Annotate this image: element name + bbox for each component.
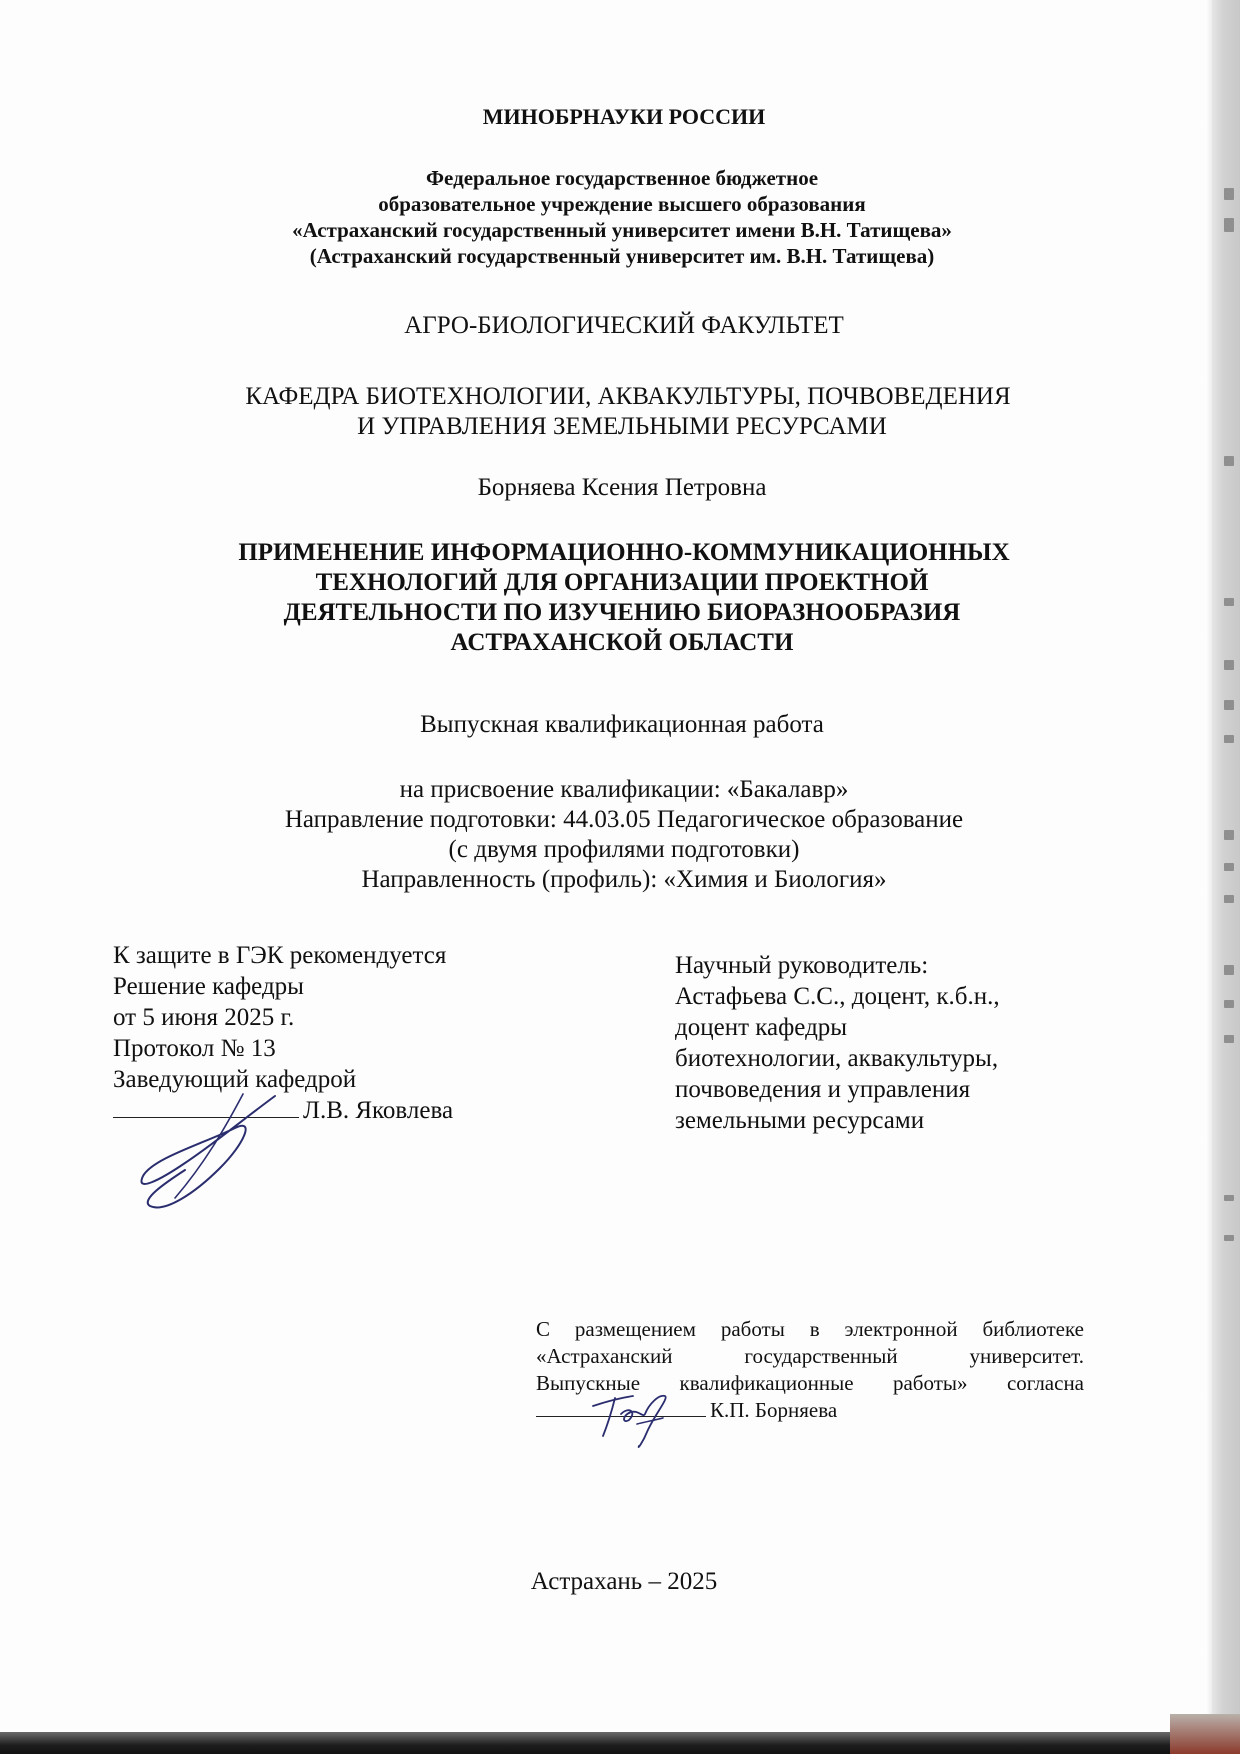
supervisor-line: почвоведения и управления [675,1076,971,1103]
defense-line: Заведующий кафедрой [113,1066,357,1093]
edge-mark [1224,1035,1234,1043]
defense-recommendation-block [113,940,453,1126]
scan-bottom-corner [1170,1714,1240,1754]
library-consent-line: Выпускные квалификационные работы» согласна [536,1371,1084,1395]
edge-mark [1224,895,1234,903]
student-name: К.П. Борняева [710,1398,838,1422]
defense-line: К защите в ГЭК рекомендуется [113,942,447,969]
qualification-line: Направление подготовки: 44.03.05 Педагогическое образование [284,806,964,833]
edge-mark [1224,456,1234,466]
defense-line: Решение кафедры [113,973,304,1000]
department-line: И УПРАВЛЕНИЯ ЗЕМЕЛЬНЫМИ РЕСУРСАМИ [357,413,887,440]
edge-mark [1224,660,1234,670]
thesis-title-line: ТЕХНОЛОГИЙ ДЛЯ ОРГАНИЗАЦИИ ПРОЕКТНОЙ [315,569,929,596]
work-type: Выпускная квалификационная работа [420,711,824,738]
thesis-title-line: ДЕЯТЕЛЬНОСТИ ПО ИЗУЧЕНИЮ БИОРАЗНООБРАЗИЯ [283,599,961,626]
library-consent-line: С размещением работы в электронной библиотеке [536,1317,1084,1341]
edge-mark [1224,700,1234,710]
department-head-name: Л.В. Яковлева [303,1097,454,1124]
library-consent-block [536,1316,1084,1424]
supervisor-line: Научный руководитель: [675,952,929,979]
scan-bottom-edge [0,1732,1240,1754]
thesis-title-line: ПРИМЕНЕНИЕ ИНФОРМАЦИОННО-КОММУНИКАЦИОННЫХ [238,539,1010,566]
supervisor-line: доцент кафедры [675,1014,848,1041]
department-line: КАФЕДРА БИОТЕХНОЛОГИИ, АКВАКУЛЬТУРЫ, ПОЧВОВЕДЕНИЯ [245,383,1011,410]
institution-line: образовательное учреждение высшего образования [378,192,866,216]
defense-line: Протокол № 13 [113,1035,276,1062]
edge-mark [1224,1235,1234,1241]
institution-line: «Астраханский государственный университет имени В.Н. Татищева» [292,218,952,242]
library-consent-line: «Астраханский государственный университет. [536,1344,1084,1368]
head-signature-row [113,1095,453,1126]
signature-line [113,1117,299,1118]
author-name: Борняева Ксения Петровна [477,474,767,501]
institution-line: Федеральное государственное бюджетное [425,166,819,190]
supervisor-line: земельными ресурсами [675,1107,925,1134]
supervisor-block [675,950,1000,1136]
supervisor-line: Астафьева С.С., доцент, к.б.н., [675,983,1000,1010]
edge-mark [1224,1000,1234,1008]
edge-mark [1224,1195,1234,1201]
signature-line [536,1416,706,1417]
faculty-name: АГРО-БИОЛОГИЧЕСКИЙ ФАКУЛЬТЕТ [404,312,844,339]
qualification-line: (с двумя профилями подготовки) [448,836,800,863]
qualification-line: на присвоение квалификации: «Бакалавр» [399,776,849,803]
thesis-title-line: АСТРАХАНСКОЙ ОБЛАСТИ [450,629,794,656]
defense-line: от 5 июня 2025 г. [113,1004,295,1031]
edge-mark [1224,965,1234,975]
city-year: Астрахань – 2025 [530,1568,718,1595]
qualification-line: Направленность (профиль): «Химия и Биология» [361,866,887,893]
institution-line: (Астраханский государственный университет им. В.Н. Татищева) [309,244,935,268]
supervisor-line: биотехнологии, аквакультуры, [675,1045,999,1072]
ministry-heading: МИНОБРНАУКИ РОССИИ [482,104,766,129]
student-signature-row [536,1397,1084,1424]
